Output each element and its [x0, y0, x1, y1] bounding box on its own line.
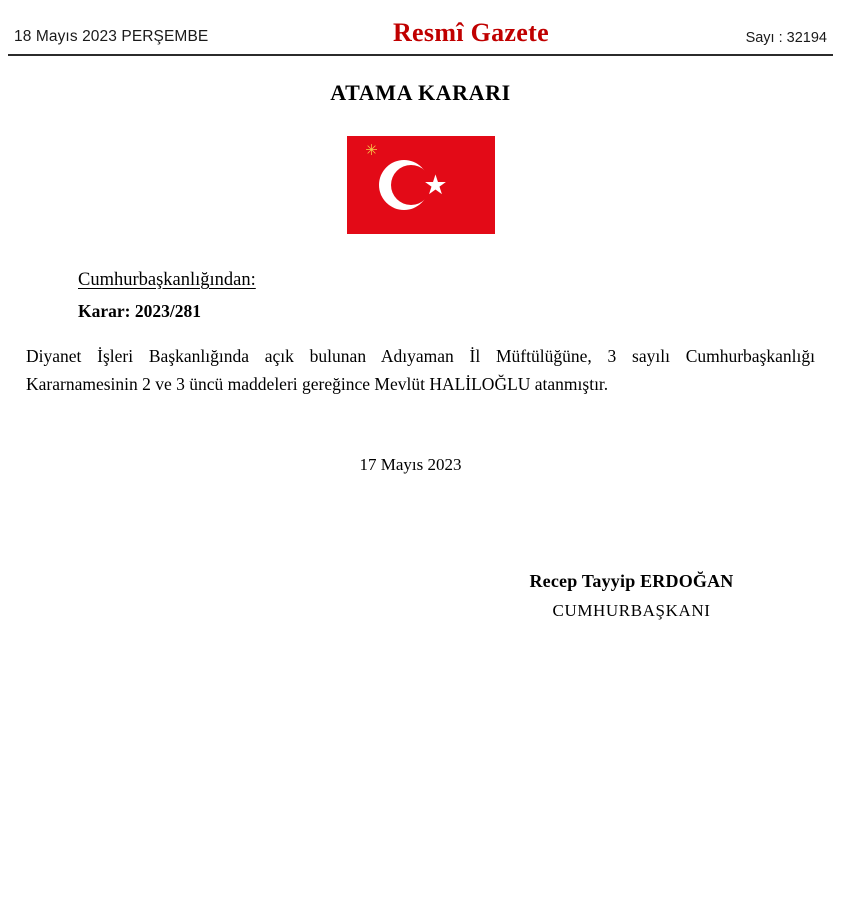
masthead-date: 18 Mayıs 2023 PERŞEMBE [14, 28, 209, 45]
signature-block [211, 571, 841, 621]
decision-number: Karar: 2023/281 [78, 301, 201, 321]
turkish-flag-icon [347, 136, 495, 234]
masthead-title: Resmî Gazete [392, 18, 549, 47]
issuer-label: Cumhurbaşkanlığından: [78, 270, 256, 290]
masthead [0, 0, 841, 54]
masthead-issue-number: Sayı : 32194 [745, 30, 827, 46]
page-title: ATAMA KARARI [330, 80, 511, 105]
decision-body-text: Diyanet İşleri Başkanlığında açık bulunan Adıyaman İl Müftülüğüne, 3 sayılı Cumhurbaşkanlığı Kararnamesinin 2 ve 3 üncü maddeleri gereğince Mevlüt HALİLOĞLU atanmıştır. [26, 346, 815, 395]
emblem-container [0, 136, 841, 234]
signatory-name: Recep Tayyip ERDOĞAN [529, 570, 734, 591]
signatory-role: CUMHURBAŞKANI [552, 600, 711, 620]
star-icon: ★ [423, 170, 448, 200]
decision-date: 17 Mayıs 2023 [359, 454, 462, 474]
masthead-divider [8, 54, 833, 56]
sun-icon: ✳ [365, 143, 378, 159]
